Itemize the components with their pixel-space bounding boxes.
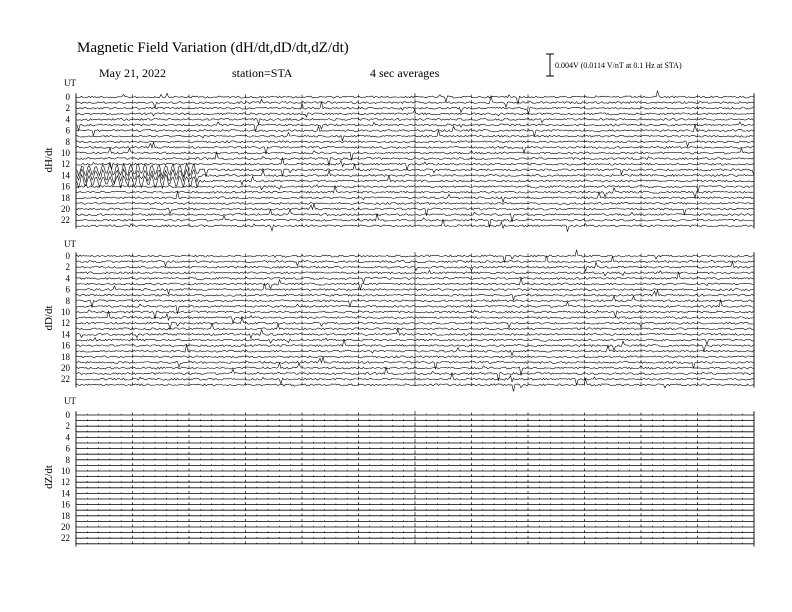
scale-bar (546, 54, 554, 76)
panel-dH-dt (43, 78, 754, 231)
row-ticks (76, 523, 754, 527)
row-label: 14 (61, 170, 70, 181)
row-label: 14 (61, 329, 70, 340)
row-ticks (76, 517, 754, 521)
panel-ylabel: dZ/dt (43, 465, 55, 489)
row-label: 2 (65, 262, 70, 273)
scale-label: 0.004V (0.0114 V/nT at 0.1 Hz at STA) (555, 61, 682, 70)
row-label: 8 (65, 136, 70, 147)
row-label: 4 (65, 114, 70, 125)
row-label: 4 (65, 273, 70, 284)
row-ticks (76, 428, 754, 432)
row-ticks (76, 330, 754, 335)
row-ticks (76, 529, 754, 533)
row-ticks (76, 121, 754, 126)
row-label: 12 (61, 159, 70, 170)
row-ticks (76, 501, 754, 505)
row-label: 4 (65, 432, 70, 443)
row-ticks (76, 540, 754, 544)
station-label: station=STA (232, 66, 293, 80)
row-label: 22 (61, 215, 70, 226)
panel-ylabel: dD/dt (43, 305, 55, 331)
row-ticks (76, 336, 754, 341)
averaging-label: 4 sec averages (370, 66, 440, 80)
row-label: 14 (61, 488, 70, 499)
row-label: 10 (61, 307, 70, 317)
row-label: 8 (65, 295, 70, 306)
row-ticks (76, 489, 754, 493)
panel-dD-dt (43, 239, 754, 391)
row-label: 12 (61, 318, 70, 329)
ut-label: UT (64, 78, 76, 88)
row-label: 8 (65, 454, 70, 465)
row-ticks (76, 439, 754, 443)
row-label: 2 (65, 103, 70, 114)
row-ticks (76, 461, 754, 465)
panel-ylabel: dH/dt (43, 147, 55, 173)
ut-label: UT (64, 239, 76, 249)
row-ticks (76, 132, 754, 137)
row-ticks (76, 302, 754, 307)
row-ticks (76, 512, 754, 516)
row-ticks (76, 160, 754, 165)
row-label: 18 (61, 510, 70, 521)
row-ticks (76, 143, 754, 148)
row-ticks (76, 450, 754, 454)
row-label: 20 (61, 363, 70, 373)
row-ticks (76, 319, 754, 324)
row-ticks (76, 456, 754, 460)
row-label: 16 (61, 340, 70, 351)
row-label: 6 (65, 284, 70, 295)
row-label: 2 (65, 421, 70, 432)
row-label: 12 (61, 477, 70, 488)
row-label: 0 (65, 410, 70, 420)
row-ticks (76, 484, 754, 488)
row-ticks (76, 445, 754, 449)
row-ticks (76, 433, 754, 437)
row-ticks (76, 104, 754, 109)
chart-title: Magnetic Field Variation (dH/dt,dD/dt,dZ/dt) (77, 40, 349, 56)
row-ticks (76, 478, 754, 482)
row-label: 6 (65, 125, 70, 136)
row-ticks (76, 411, 754, 415)
row-label: 18 (61, 192, 70, 203)
row-ticks (76, 155, 754, 160)
ut-label: UT (64, 396, 76, 406)
panel-dZ-dt (43, 396, 754, 547)
date-label: May 21, 2022 (99, 66, 166, 80)
row-ticks (76, 422, 754, 426)
row-label: 6 (65, 443, 70, 454)
row-label: 18 (61, 351, 70, 362)
row-ticks (76, 314, 754, 319)
row-label: 16 (61, 499, 70, 510)
row-label: 16 (61, 181, 70, 192)
row-label: 10 (61, 148, 70, 158)
row-label: 20 (61, 522, 70, 532)
row-label: 22 (61, 374, 70, 385)
row-ticks (76, 280, 754, 285)
row-ticks (76, 506, 754, 510)
row-label: 22 (61, 533, 70, 544)
row-ticks (76, 534, 754, 538)
row-ticks (76, 269, 754, 274)
row-ticks (76, 473, 754, 477)
row-ticks (76, 222, 754, 227)
row-ticks (76, 353, 754, 358)
row-ticks (76, 467, 754, 471)
row-ticks (76, 495, 754, 499)
row-ticks (76, 115, 754, 120)
row-label: 10 (61, 466, 70, 476)
row-label: 0 (65, 92, 70, 102)
row-label: 0 (65, 251, 70, 261)
row-ticks (76, 417, 754, 421)
row-label: 20 (61, 204, 70, 214)
